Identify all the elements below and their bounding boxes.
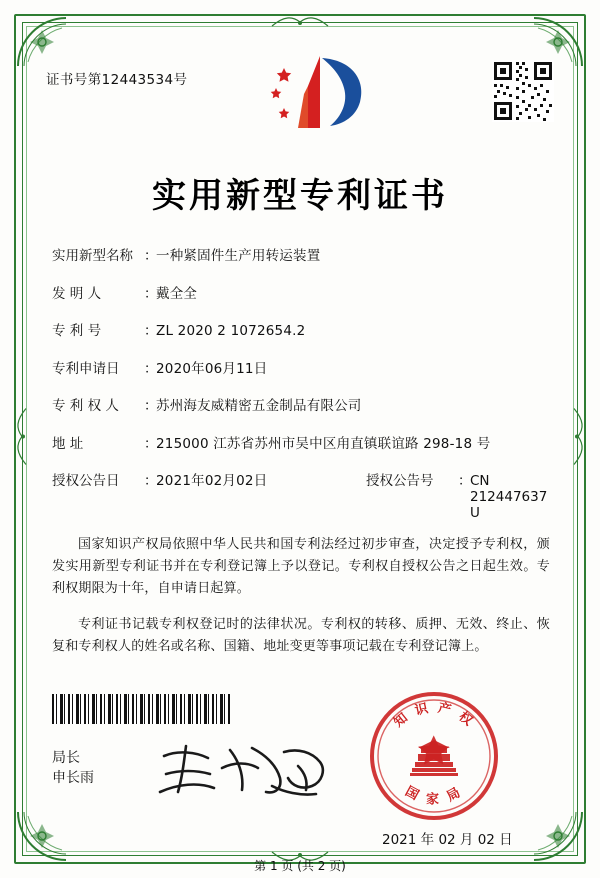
field-value: 一种紧固件生产用转运装置 [156, 248, 321, 264]
field-patentee [52, 394, 554, 414]
field-address [52, 432, 554, 452]
field-colon: ： [144, 323, 158, 339]
field-utility-model-name [52, 244, 554, 264]
official-red-seal-icon [368, 690, 500, 822]
barcode-icon [52, 694, 230, 724]
field-colon: ： [144, 398, 158, 414]
legal-text-block [52, 520, 550, 658]
field-value: 苏州海友威精密五金制品有限公司 [156, 398, 362, 414]
field-label: 授权公告日 [52, 473, 120, 489]
field-label: 专 利 权 人 [52, 398, 119, 414]
signature-label-block [52, 748, 94, 788]
handwritten-signature-icon [152, 740, 332, 802]
field-value: 215000 江苏省苏州市吴中区甪直镇联谊路 298-18 号 [156, 435, 491, 452]
field-label: 地 址 [52, 435, 84, 452]
field-label: 专 利 号 [52, 323, 102, 339]
seal-date: 2021 年 02 月 02 日 [382, 832, 513, 848]
certificate-content [46, 46, 554, 848]
page-title: 实用新型专利证书 [152, 176, 448, 216]
field-grant-announcement [52, 469, 554, 521]
field-value: ZL 2020 2 1072654.2 [156, 323, 306, 339]
field-label-secondary: 授权公告号 [366, 473, 434, 489]
qr-code-icon [492, 60, 554, 122]
field-application-date [52, 357, 554, 377]
svg-text:知 识 产 权 [391, 700, 478, 730]
director-title-label: 局长 [52, 750, 80, 766]
field-colon: ： [144, 435, 158, 452]
legal-paragraph-2: 专利证书记载专利权登记时的法律状况。专利权的转移、质押、无效、终止、恢复和专利权人的姓名或名称、国籍、地址变更等事项记载在专利登记簿上。 [52, 617, 550, 654]
director-name-label: 申长雨 [52, 770, 94, 786]
field-label: 专利申请日 [52, 360, 120, 377]
field-value-secondary: CN 212447637 U [470, 473, 548, 521]
field-value: 2021年02月02日 [156, 473, 268, 489]
field-colon: ： [144, 473, 158, 489]
field-colon: ： [144, 285, 158, 302]
seal-bottom-text: 国 家 局 [402, 784, 466, 808]
cnipa-logo-icon [264, 54, 374, 132]
field-inventor [52, 282, 554, 302]
field-label: 实用新型名称 [52, 248, 133, 264]
field-value: 2020年06月11日 [156, 360, 268, 377]
certificate-number: 证书号第12443534号 [46, 72, 188, 88]
field-colon: ： [144, 360, 158, 377]
field-list [52, 244, 554, 539]
page-footer: 第 1 页 (共 2 页) [254, 859, 346, 873]
legal-paragraph-1: 国家知识产权局依照中华人民共和国专利法经过初步审查，决定授予专利权，颁发实用新型专利证书并在专利登记簿上予以登记。专利权自授权公告之日起生效。专利权期限为十年，自申请日起算。 [52, 537, 550, 596]
field-patent-number [52, 319, 554, 339]
svg-text:国 家 局 [402, 783, 465, 807]
field-colon-secondary: ： [458, 473, 472, 489]
field-colon: ： [144, 248, 158, 264]
seal-top-text: 知 识 产 权 [391, 700, 477, 731]
field-value: 戴全全 [156, 285, 198, 302]
field-label: 发 明 人 [52, 285, 102, 302]
